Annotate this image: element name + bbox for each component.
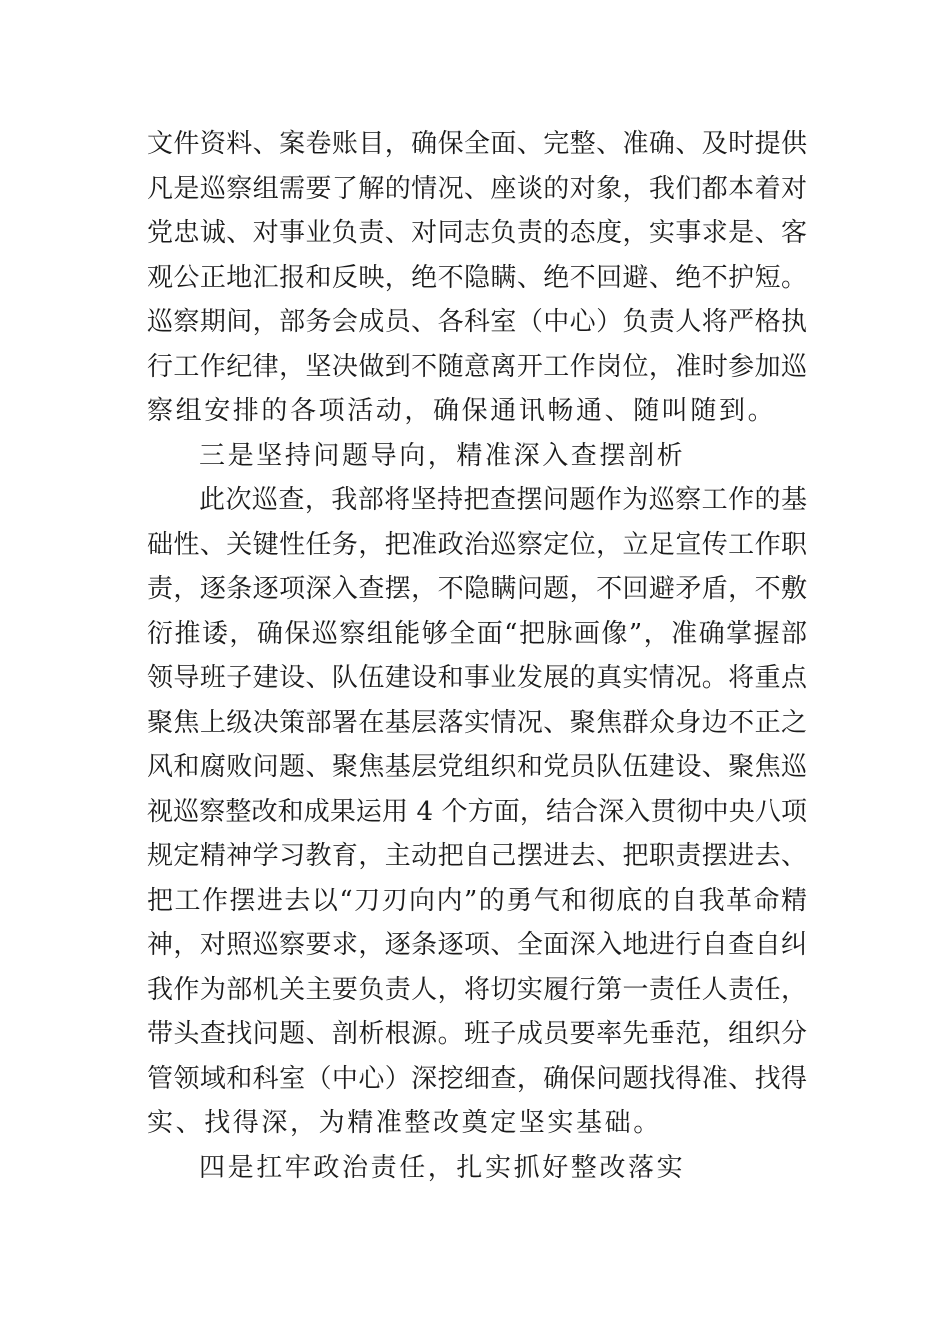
body-text (147, 122, 807, 1190)
text-line: 党忠诚、对事业负责、对同志负责的态度，实事求是、客 (147, 218, 807, 248)
text-line: 巡察期间，部务会成员、各科室（中心）负责人将严格执 (147, 307, 807, 337)
text-line: 神，对照巡察要求，逐条逐项、全面深入地进行自查自纠 (147, 930, 807, 960)
text-line: 观公正地汇报和反映，绝不隐瞒、绝不回避、绝不护短。 (147, 262, 807, 293)
text-line: 把工作摆进去以“刀刃向内”的勇气和彻底的自我革命精 (147, 885, 807, 916)
text-line: 管领域和科室（中心）深挖细查，确保问题找得准、找得 (147, 1063, 807, 1094)
text-line: 衍推诿，确保巡察组能够全面“把脉画像”，准确掌握部 (147, 618, 807, 649)
text-line: 础性、关键性任务，把准政治巡察定位，立足宣传工作职 (147, 529, 807, 560)
text-line: 责，逐条逐项深入查摆，不隐瞒问题，不回避矛盾，不敷 (147, 574, 807, 604)
text-line: 风和腐败问题、聚焦基层党组织和党员队伍建设、聚焦巡 (147, 752, 807, 782)
section-heading: 三是坚持问题导向，精准深入查摆剖析 (199, 440, 686, 471)
text-line: 察组安排的各项活动，确保通讯畅通、随叫随到。 (147, 396, 777, 426)
section-heading: 四是扛牢政治责任，扎实抓好整改落实 (199, 1152, 686, 1183)
text-line: 此次巡查，我部将坚持把查摆问题作为巡察工作的基 (199, 485, 807, 515)
text-line: 聚焦上级决策部署在基层落实情况、聚焦群众身边不正之 (147, 707, 807, 738)
text-line: 凡是巡察组需要了解的情况、座谈的对象，我们都本着对 (147, 173, 807, 204)
text-line: 行工作纪律，坚决做到不随意离开工作岗位，准时参加巡 (147, 351, 807, 382)
text-line: 实、找得深，为精准整改奠定坚实基础。 (147, 1108, 662, 1138)
text-line: 领导班子建设、队伍建设和事业发展的真实情况。将重点 (147, 663, 807, 693)
text-line: 视巡察整改和成果运用 4 个方面，结合深入贯彻中央八项 (147, 796, 807, 827)
text-line: 规定精神学习教育，主动把自己摆进去、把职责摆进去、 (147, 841, 807, 871)
text-line: 文件资料、案卷账目，确保全面、完整、准确、及时提供 (147, 129, 807, 159)
text-line: 带头查找问题、剖析根源。班子成员要率先垂范，组织分 (147, 1019, 807, 1049)
text-line: 我作为部机关主要负责人，将切实履行第一责任人责任， (147, 974, 807, 1005)
